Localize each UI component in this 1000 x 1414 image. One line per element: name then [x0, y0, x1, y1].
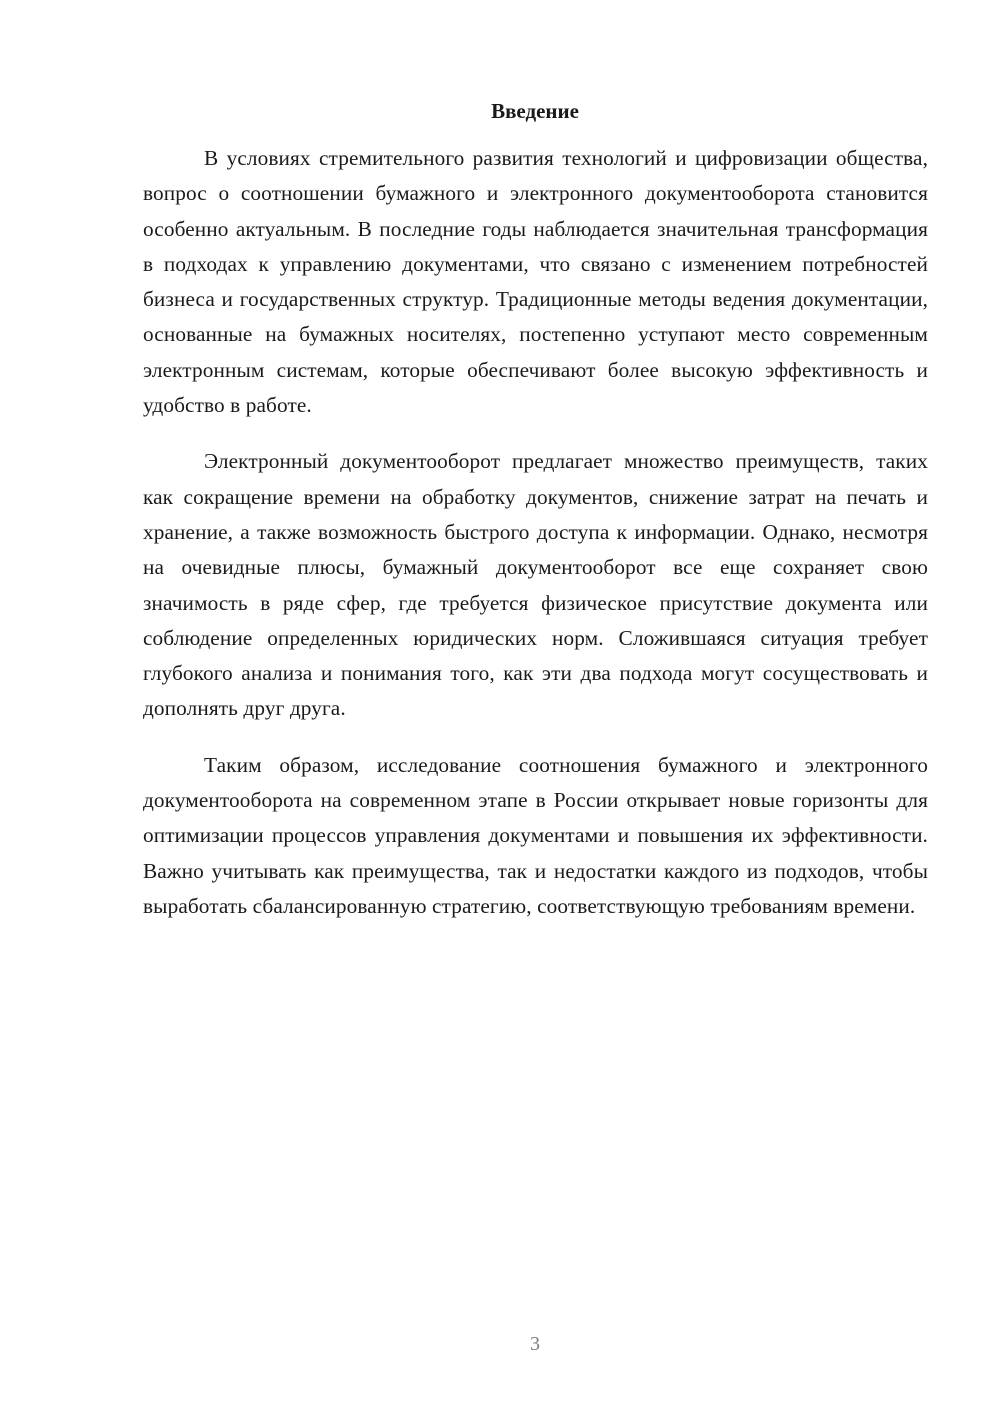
paragraph-2: Электронный документооборот предлагает множество преимуществ, таких как сокращение времени на обработку документов, снижение затрат на печать и хранение, а также возможность быстрого доступа к информации. Однако, несмотря на очевидные плюсы, бумажный документооборот все еще сохраняет свою значимость в ряде сфер, где требуется физическое присутствие документа или соблюдение определенных юридических норм. Сложившаяся ситуация требует глубокого анализа и понимания того, как эти два подхода могут сосуществовать и дополнять друг друга. — [143, 449, 928, 721]
body-text — [143, 141, 928, 945]
page-number: 3 — [530, 1333, 540, 1355]
paragraph-3: Таким образом, исследование соотношения бумажного и электронного документооборота на современном этапе в России открывает новые горизонты для оптимизации процессов управления документами и повышения их эффективности. Важно учитывать как преимущества, так и недостатки каждого из подходов, чтобы выработать сбалансированную стратегию, соответствующую требованиям времени. — [143, 752, 928, 918]
paragraph-1: В условиях стремительного развития технологий и цифровизации общества, вопрос о соотношении бумажного и электронного документооборота становится особенно актуальным. В последние годы наблюдается значительная трансформация в подходах к управлению документами, что связано с изменением потребностей бизнеса и государственных структур. Традиционные методы ведения документации, основанные на бумажных носителях, постепенно уступают место современным электронным системам, которые обеспечивают более высокую эффективность и удобство в работе. — [143, 146, 928, 418]
section-title: Введение — [491, 99, 579, 123]
